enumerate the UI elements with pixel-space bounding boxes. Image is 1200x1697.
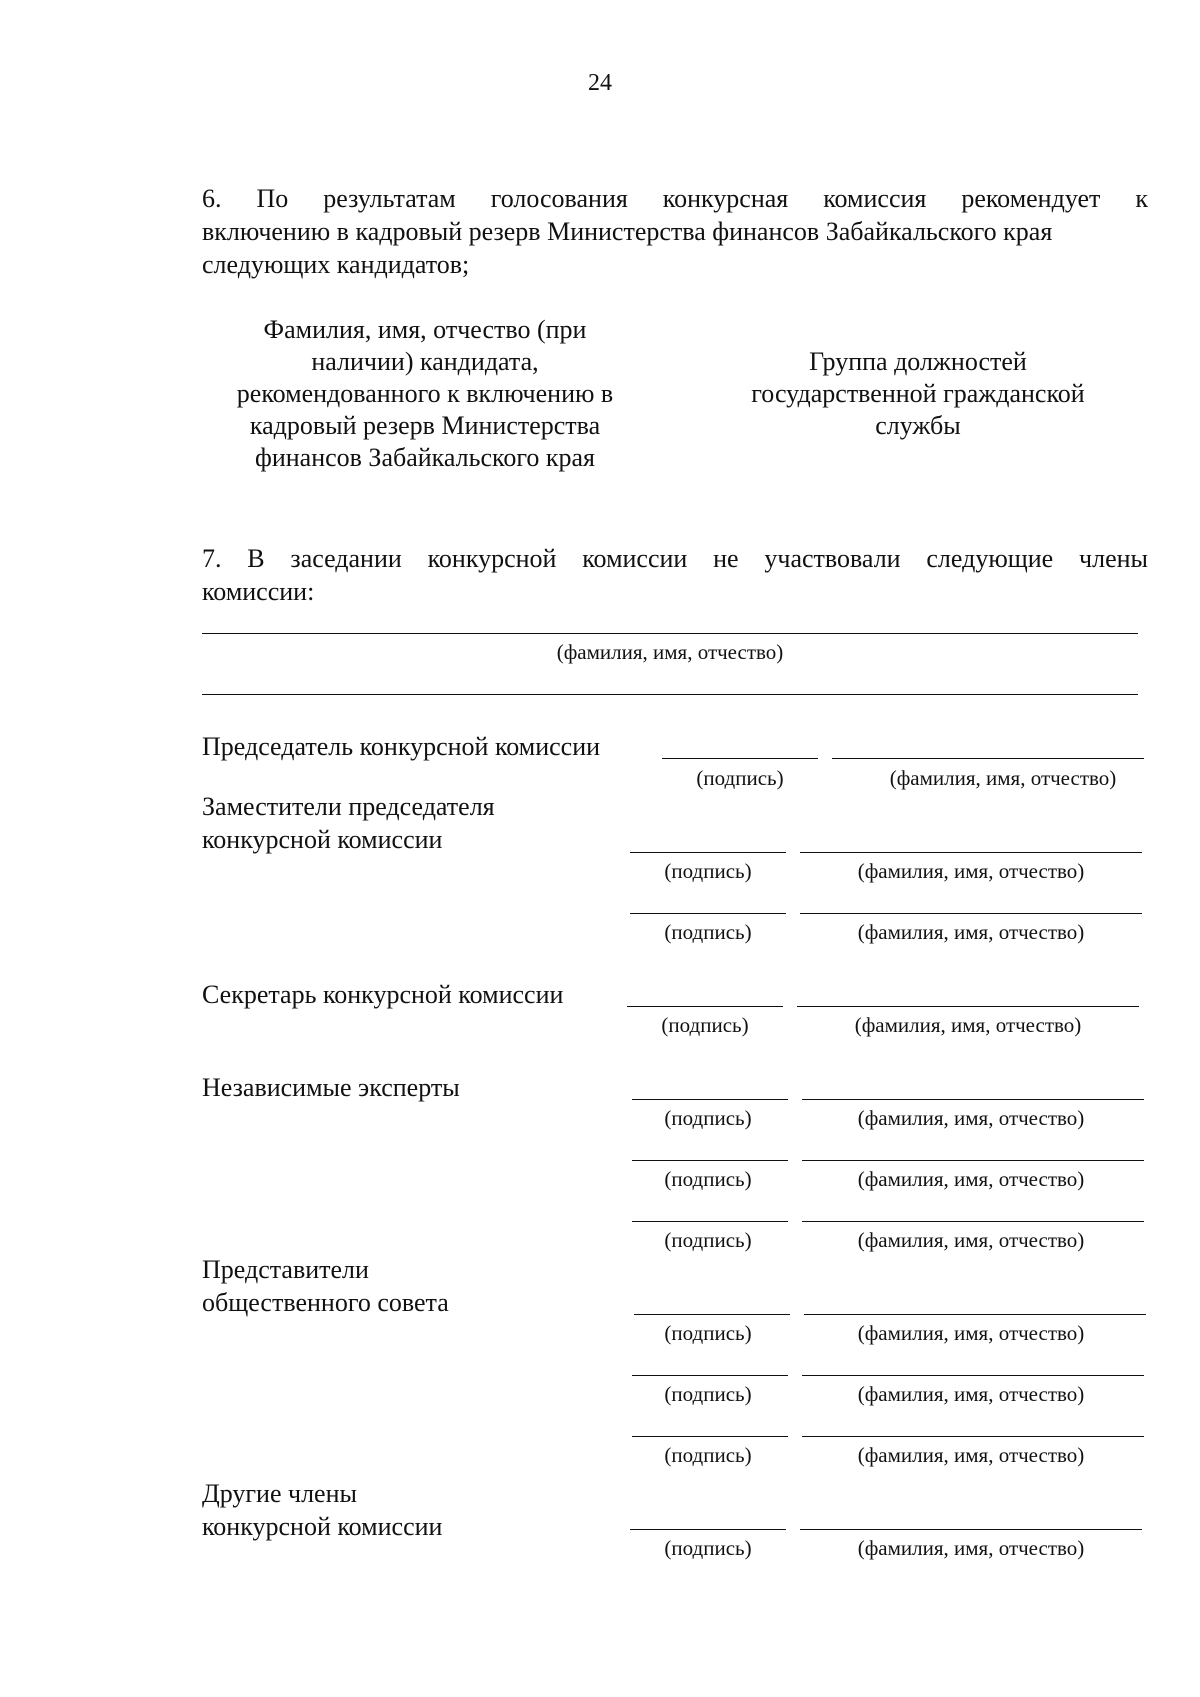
column-header-line: Фамилия, имя, отчество (при	[263, 315, 587, 344]
name-caption: (фамилия, имя, отчество)	[857, 1321, 1085, 1345]
other-members-label: Другие члены	[202, 1479, 357, 1508]
other-members-label: конкурсной комиссии	[202, 1512, 443, 1541]
name-caption: (фамилия, имя, отчество)	[857, 1167, 1085, 1191]
absent-members-caption: (фамилия, имя, отчество)	[556, 640, 784, 664]
chairman-label: Председатель конкурсной комиссии	[202, 732, 601, 761]
section-6-line: следующих кандидатов;	[202, 250, 470, 279]
name-line[interactable]	[802, 1160, 1144, 1161]
name-caption: (фамилия, имя, отчество)	[857, 1536, 1085, 1560]
column-header-line: наличии) кандидата,	[311, 347, 539, 376]
column-header-line: кадровый резерв Министерства	[249, 411, 601, 440]
experts-label: Независимые эксперты	[202, 1073, 460, 1102]
name-caption: (фамилия, имя, отчество)	[857, 1443, 1085, 1467]
column-header-line: службы	[875, 411, 961, 440]
signature-line[interactable]	[632, 1099, 788, 1100]
section-7-line: комиссии:	[202, 577, 315, 606]
name-caption: (фамилия, имя, отчество)	[857, 920, 1085, 944]
signature-line[interactable]	[627, 1006, 783, 1007]
section-6-line: 6. По результатам голосования конкурсная комиссия рекомендует к	[202, 184, 1148, 213]
signature-line[interactable]	[632, 1375, 788, 1376]
deputies-label: конкурсной комиссии	[202, 825, 443, 854]
name-line[interactable]	[802, 1099, 1144, 1100]
name-caption: (фамилия, имя, отчество)	[854, 1013, 1082, 1037]
absent-members-line[interactable]	[202, 633, 1138, 634]
column-header-line: финансов Забайкальского края	[254, 443, 596, 472]
signature-caption: (подпись)	[664, 1167, 752, 1191]
name-line[interactable]	[802, 1375, 1144, 1376]
signature-line[interactable]	[662, 758, 818, 759]
secretary-label: Секретарь конкурсной комиссии	[202, 980, 564, 1009]
name-line[interactable]	[804, 1314, 1146, 1315]
deputies-label: Заместители председателя	[202, 792, 495, 821]
candidate-name-column-header	[200, 314, 650, 474]
name-caption: (фамилия, имя, отчество)	[857, 1382, 1085, 1406]
name-line[interactable]	[800, 852, 1142, 853]
signature-caption: (подпись)	[664, 1443, 752, 1467]
signature-caption: (подпись)	[664, 1536, 752, 1560]
signature-line[interactable]	[630, 1529, 786, 1530]
column-header-line: Группа должностей	[809, 347, 1027, 376]
name-line[interactable]	[802, 1221, 1144, 1222]
section-7-paragraph	[202, 542, 1148, 608]
public-council-label: Представители	[202, 1255, 369, 1284]
name-line[interactable]	[800, 1529, 1142, 1530]
signature-caption: (подпись)	[664, 859, 752, 883]
section-6-line: включению в кадровый резерв Министерства финансов Забайкальского края	[202, 217, 1053, 246]
absent-members-line[interactable]	[202, 694, 1138, 695]
page-number: 24	[588, 70, 612, 96]
name-line[interactable]	[832, 758, 1144, 759]
signature-line[interactable]	[632, 1436, 788, 1437]
signature-line[interactable]	[634, 1314, 790, 1315]
signature-line[interactable]	[630, 913, 786, 914]
signature-caption: (подпись)	[664, 1228, 752, 1252]
signature-caption: (подпись)	[664, 1382, 752, 1406]
signature-line[interactable]	[632, 1160, 788, 1161]
column-header-line: рекомендованного к включению в	[236, 379, 614, 408]
name-caption: (фамилия, имя, отчество)	[857, 1228, 1085, 1252]
signature-line[interactable]	[632, 1221, 788, 1222]
signature-caption: (подпись)	[664, 920, 752, 944]
signature-caption: (подпись)	[664, 1321, 752, 1345]
section-7-line: 7. В заседании конкурсной комиссии не участвовали следующие члены	[202, 544, 1148, 573]
signature-caption: (подпись)	[661, 1013, 749, 1037]
position-group-column-header	[718, 346, 1118, 442]
section-6-paragraph	[202, 182, 1148, 281]
signature-caption: (подпись)	[696, 766, 784, 790]
name-line[interactable]	[797, 1006, 1139, 1007]
name-line[interactable]	[802, 1436, 1144, 1437]
name-caption: (фамилия, имя, отчество)	[889, 766, 1117, 790]
name-caption: (фамилия, имя, отчество)	[857, 859, 1085, 883]
signature-line[interactable]	[630, 852, 786, 853]
name-line[interactable]	[800, 913, 1142, 914]
name-caption: (фамилия, имя, отчество)	[857, 1106, 1085, 1130]
column-header-line: государственной гражданской	[751, 379, 1085, 408]
public-council-label: общественного совета	[202, 1288, 449, 1317]
signature-caption: (подпись)	[664, 1106, 752, 1130]
